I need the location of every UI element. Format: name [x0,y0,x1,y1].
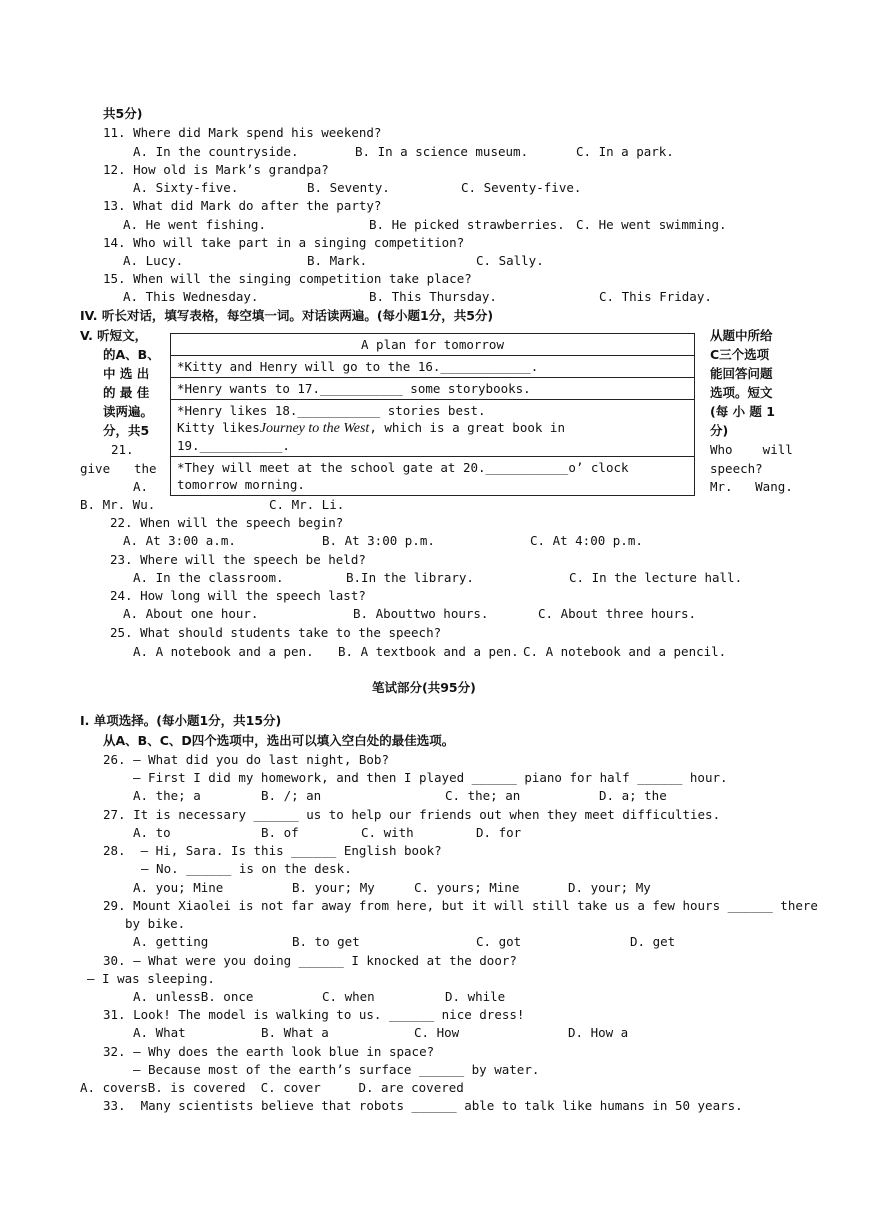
q29-option-d: D. get [630,934,676,949]
q14-option-c: C. Sally. [476,253,544,268]
q24-option-c: C. About three hours. [538,606,697,621]
q30-option-a-b: A. unlessB. once [133,989,254,1004]
question-15: 15. When will the singing competition take place? [103,271,472,286]
plan-row-19-pre: Kitty likes [177,420,260,435]
q30-option-c: C. when [322,989,375,1004]
q15-option-a: A. This Wednesday. [123,289,259,304]
section-5-left-3: 中 选 出 [103,366,150,381]
written-part-heading: 笔试部分(共95分) [372,680,476,695]
plan-row-18: *Henry likes 18.___________ stories best. [177,403,486,418]
section-5-right-2: C三个选项 [710,347,770,362]
question-28-line-2: — No. ______ is on the desk. [141,861,352,876]
q23-option-a: A. In the classroom. [133,570,284,585]
section-5-right-3: 能回答问题 [710,366,773,381]
q21-option-b: B. Mr. Wu. [80,497,156,512]
q25-option-c: C. A notebook and a pencil. [523,644,727,659]
q12-option-b: B. Seventy. [307,180,390,195]
q25-option-a: A. A notebook and a pen. [133,644,314,659]
q26-option-b: B. /; an [261,788,322,803]
q23-option-b: B.In the library. [346,570,474,585]
section-5-right-6: 分) [710,423,729,438]
question-13: 13. What did Mark do after the party? [103,198,382,213]
q21-option-a: A. [133,479,149,494]
section-5-right-4: 选项。短文 [710,385,773,400]
q13-option-b: B. He picked strawberries. [369,217,565,232]
q31-option-c: C. How [414,1025,460,1040]
question-31: 31. Look! The model is walking to us. ______ nice dress! [103,1007,525,1022]
q12-option-a: A. Sixty-five. [133,180,239,195]
section-5-left-4: 的 最 佳 [103,385,150,400]
q32-options: A. coversB. is covered C. cover D. are covered [80,1080,464,1095]
question-23: 23. Where will the speech be held? [110,552,366,567]
q21-text-who-will: Who will [710,442,793,457]
section-5-right-5: (每 小 题 1 [710,404,775,419]
plan-row-19-blank: 19.___________. [177,438,290,453]
q21-option-a-name: Mr. Wang. [710,479,793,494]
q14-option-a: A. Lucy. [123,253,184,268]
q28-option-b: B. your; My [292,880,375,895]
plan-row-17: *Henry wants to 17.___________ some storybooks. [171,378,695,400]
section-5-left-1: V. 听短文， [80,328,148,343]
question-33: 33. Many scientists believe that robots ______ able to talk like humans in 50 years. [103,1098,743,1113]
question-11: 11. Where did Mark spend his weekend? [103,125,382,140]
q15-option-b: B. This Thursday. [369,289,497,304]
q27-option-b: B. of [261,825,299,840]
q14-option-b: B. Mark. [307,253,368,268]
q22-option-b: B. At 3:00 p.m. [322,533,435,548]
question-29: 29. Mount Xiaolei is not far away from here, but it will still take us a few hours ______ there [103,898,818,913]
section-4-heading: IV. 听长对话，填写表格，每空填一词。对话读两遍。(每小题1分，共5分) [80,308,494,323]
q27-option-c: C. with [361,825,414,840]
q21-text-the: the [134,461,157,476]
section-1-heading: I. 单项选择。(每小题1分，共15分) [80,713,282,728]
q28-option-a: A. you; Mine [133,880,224,895]
question-32: 32. — Why does the earth look blue in space? [103,1044,435,1059]
question-22: 22. When will the speech begin? [110,515,344,530]
q30-option-d: D. while [445,989,506,1004]
question-26: 26. — What did you do last night, Bob? [103,752,389,767]
q29-option-b: B. to get [292,934,360,949]
q25-option-b: B. A textbook and a pen. [338,644,519,659]
book-title: Journey to the West [259,421,370,436]
q24-option-b: B. Abouttwo hours. [353,606,489,621]
q22-option-c: C. At 4:00 p.m. [530,533,643,548]
q31-option-d: D. How a [568,1025,629,1040]
question-25: 25. What should students take to the speech? [110,625,442,640]
section-5-right-1: 从题中所给 [710,328,773,343]
question-14: 14. Who will take part in a singing competition? [103,235,465,250]
section-1-instruction: 从A、B、C、D四个选项中，选出可以填入空白处的最佳选项。 [103,733,455,748]
section-3-total: 共5分) [103,106,143,121]
q31-option-b: B. What a [261,1025,329,1040]
q13-option-a: A. He went fishing. [123,217,266,232]
section-5-left-2: 的A、B、 [103,347,160,362]
q26-option-a: A. the; a [133,788,201,803]
question-24: 24. How long will the speech last? [110,588,366,603]
plan-row-18-19 [171,400,695,457]
q28-option-c: C. yours; Mine [414,880,520,895]
q11-option-c: C. In a park. [576,144,674,159]
question-21-number: 21. [111,442,134,457]
q26-option-d: D. a; the [599,788,667,803]
q15-option-c: C. This Friday. [599,289,712,304]
q12-option-c: C. Seventy-five. [461,180,582,195]
question-29-line-2: by bike. [125,916,186,931]
plan-table [170,333,695,496]
q11-option-a: A. In the countryside. [133,144,299,159]
q31-option-a: A. What [133,1025,186,1040]
plan-row-20: *They will meet at the school gate at 20.___________o’ clock tomorrow morning. [171,457,695,496]
q23-option-c: C. In the lecture hall. [569,570,743,585]
q27-option-a: A. to [133,825,171,840]
question-26-line-2: — First I did my homework, and then I played ______ piano for half ______ hour. [133,770,728,785]
q26-option-c: C. the; an [445,788,521,803]
q21-text-speech: speech? [710,461,763,476]
question-28: 28. — Hi, Sara. Is this ______ English book? [103,843,442,858]
plan-row-16: *Kitty and Henry will go to the 16.____________. [171,356,695,378]
question-30: 30. — What were you doing ______ I knocked at the door? [103,953,517,968]
q22-option-a: A. At 3:00 a.m. [123,533,236,548]
q28-option-d: D. your; My [568,880,651,895]
question-32-line-2: — Because most of the earth’s surface ______ by water. [133,1062,540,1077]
question-12: 12. How old is Mark’s grandpa? [103,162,329,177]
question-27: 27. It is necessary ______ us to help our friends out when they meet difficulties. [103,807,721,822]
q21-text-give: give [80,461,111,476]
q13-option-c: C. He went swimming. [576,217,727,232]
section-5-left-6: 分，共5 [103,423,150,438]
q29-option-c: C. got [476,934,522,949]
plan-row-19-post: , which is a great book in [369,420,565,435]
question-30-line-2: — I was sleeping. [87,971,215,986]
q21-option-c: C. Mr. Li. [269,497,345,512]
q24-option-a: A. About one hour. [123,606,259,621]
q11-option-b: B. In a science museum. [355,144,529,159]
plan-row-19-sentence [177,419,688,437]
q27-option-d: D. for [476,825,522,840]
plan-table-title: A plan for tomorrow [171,334,695,356]
section-5-left-5: 读两遍。 [103,404,154,419]
q29-option-a: A. getting [133,934,209,949]
